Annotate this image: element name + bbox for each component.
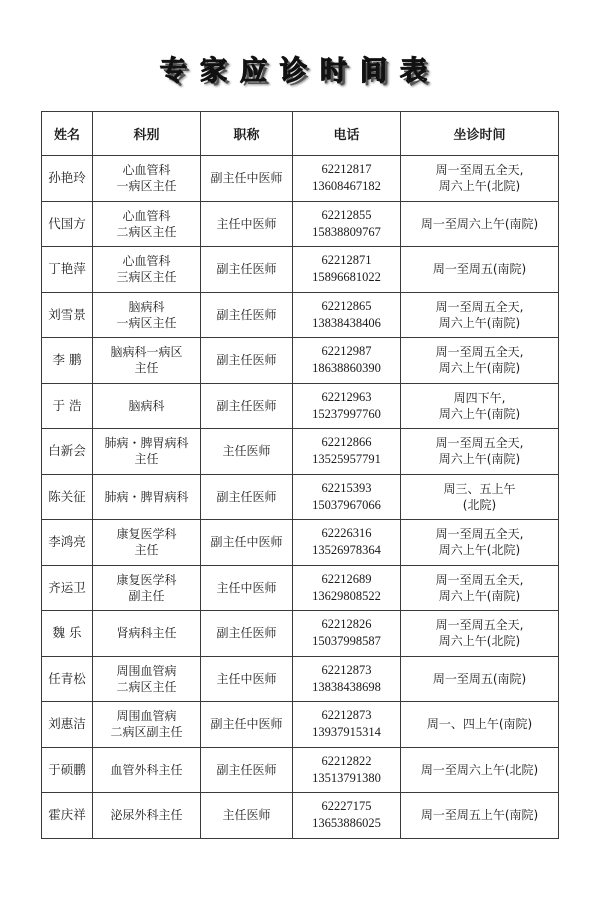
- position-cell-text: 主任中医师: [216, 580, 277, 595]
- expert-schedule-table: [41, 111, 559, 839]
- department-cell-text: 肾病科主任: [116, 626, 177, 641]
- phone-cell-text: 62212865 13838438406: [312, 298, 381, 330]
- department-cell-text: 脑病科 一病区主任: [116, 299, 177, 330]
- table-row: [42, 611, 559, 657]
- hours-cell-text: 周一至周六上午(北院): [420, 762, 539, 777]
- department-cell-text: 血管外科主任: [110, 762, 183, 777]
- hours-cell: [401, 201, 559, 247]
- hours-cell: [401, 156, 559, 202]
- table-row: [42, 474, 559, 520]
- department-cell: [93, 201, 201, 247]
- position-cell-text: 副主任中医师: [210, 171, 283, 186]
- doctor-name-text: 陈关征: [48, 488, 86, 504]
- hours-cell: [401, 520, 559, 566]
- position-cell: [201, 520, 293, 566]
- department-cell: [93, 793, 201, 839]
- position-cell: [201, 656, 293, 702]
- phone-cell: [293, 565, 401, 611]
- doctor-name-text: 代国方: [48, 215, 86, 231]
- phone-cell-text: 62212987 18638860390: [312, 344, 381, 376]
- hours-cell-text: 周一至周五全天, 周六上午(南院): [435, 436, 524, 467]
- phone-cell-text: 62212873 13937915314: [312, 708, 381, 740]
- department-cell: [93, 565, 201, 611]
- hours-cell-text: 周一至周五全天, 周六上午(南院): [435, 572, 524, 603]
- table-row: [42, 520, 559, 566]
- hours-cell-text: 周一至周五全天, 周六上午(南院): [435, 345, 524, 376]
- header-department: 科别: [93, 112, 201, 156]
- department-cell-text: 泌尿外科主任: [110, 808, 183, 823]
- position-cell-text: 主任中医师: [216, 216, 277, 231]
- phone-cell-text: 62212866 13525957791: [312, 435, 381, 467]
- phone-cell-text: 62212689 13629808522: [312, 571, 381, 603]
- phone-cell-text: 62215393 15037967066: [312, 480, 381, 512]
- hours-cell: [401, 247, 559, 293]
- hours-cell: [401, 338, 559, 384]
- position-cell: [201, 429, 293, 475]
- phone-cell: [293, 474, 401, 520]
- department-cell-text: 肺病・脾胃病科: [104, 489, 189, 504]
- department-cell-text: 周围血管病 二病区主任: [116, 663, 177, 694]
- hours-cell: [401, 383, 559, 429]
- department-cell-text: 康复医学科 主任: [116, 527, 177, 558]
- hours-cell-text: 周一至周五(南院): [432, 671, 527, 686]
- table-row: [42, 201, 559, 247]
- department-cell-text: 肺病・脾胃病科 主任: [104, 436, 189, 467]
- phone-cell-text: 62212826 15037998587: [312, 617, 381, 649]
- doctor-name: [42, 156, 93, 202]
- doctor-name-text: 齐运卫: [48, 579, 86, 595]
- department-cell: [93, 520, 201, 566]
- doctor-name: [42, 611, 93, 657]
- hours-cell: [401, 474, 559, 520]
- doctor-name-text: 刘惠洁: [48, 716, 86, 732]
- department-cell-text: 脑病科一病区 主任: [110, 345, 183, 376]
- phone-cell-text: 62212873 13838438698: [312, 662, 381, 694]
- table-row: [42, 793, 559, 839]
- table-header-row: [42, 112, 559, 156]
- doctor-name: [42, 565, 93, 611]
- doctor-name-text: 魏 乐: [52, 625, 82, 641]
- phone-cell: [293, 747, 401, 793]
- position-cell: [201, 474, 293, 520]
- hours-cell: [401, 656, 559, 702]
- hours-cell: [401, 702, 559, 748]
- phone-cell-text: 62212822 13513791380: [312, 753, 381, 785]
- hours-cell: [401, 611, 559, 657]
- hours-cell: [401, 292, 559, 338]
- table-row: [42, 429, 559, 475]
- doctor-name-text: 孙艳玲: [48, 170, 86, 186]
- hours-cell-text: 周三、五上午 (北院): [443, 481, 516, 512]
- doctor-name-text: 李鸿亮: [48, 534, 86, 550]
- doctor-name-text: 刘雪景: [48, 306, 86, 322]
- position-cell: [201, 156, 293, 202]
- table-row: [42, 747, 559, 793]
- table-row: [42, 656, 559, 702]
- doctor-name: [42, 702, 93, 748]
- hours-cell: [401, 747, 559, 793]
- hours-cell-text: 周一至周五(南院): [432, 262, 527, 277]
- department-cell-text: 心血管科 三病区主任: [116, 254, 177, 285]
- department-cell: [93, 292, 201, 338]
- department-cell: [93, 611, 201, 657]
- phone-cell: [293, 383, 401, 429]
- department-cell-text: 心血管科 二病区主任: [116, 208, 177, 239]
- hours-cell-text: 周一至周五全天, 周六上午(北院): [435, 527, 524, 558]
- position-cell: [201, 702, 293, 748]
- page-title: [0, 46, 600, 90]
- header-phone: 电话: [293, 112, 401, 156]
- doctor-name-text: 任青松: [48, 670, 86, 686]
- position-cell-text: 副主任医师: [216, 307, 277, 322]
- position-cell-text: 副主任医师: [216, 262, 277, 277]
- hours-cell: [401, 565, 559, 611]
- hours-cell: [401, 793, 559, 839]
- department-cell: [93, 429, 201, 475]
- position-cell: [201, 793, 293, 839]
- phone-cell-text: 62212817 13608467182: [312, 162, 381, 194]
- table-row: [42, 338, 559, 384]
- doctor-name: [42, 292, 93, 338]
- table-row: [42, 565, 559, 611]
- phone-cell: [293, 793, 401, 839]
- department-cell: [93, 247, 201, 293]
- hours-cell-text: 周一至周五上午(南院): [420, 808, 539, 823]
- position-cell: [201, 247, 293, 293]
- phone-cell-text: 62212963 15237997760: [312, 389, 381, 421]
- position-cell-text: 副主任中医师: [210, 535, 283, 550]
- table-row: [42, 383, 559, 429]
- header-position: 职称: [201, 112, 293, 156]
- table-row: [42, 702, 559, 748]
- phone-cell: [293, 656, 401, 702]
- phone-cell: [293, 292, 401, 338]
- position-cell-text: 副主任医师: [216, 762, 277, 777]
- hours-cell-text: 周一至周六上午(南院): [420, 216, 539, 231]
- doctor-name: [42, 793, 93, 839]
- doctor-name-text: 李 鹏: [52, 352, 82, 368]
- phone-cell: [293, 429, 401, 475]
- page-title-text: 专家应诊时间表: [160, 55, 440, 87]
- doctor-name: [42, 429, 93, 475]
- position-cell-text: 副主任医师: [216, 398, 277, 413]
- position-cell: [201, 292, 293, 338]
- phone-cell: [293, 611, 401, 657]
- phone-cell-text: 62212871 15896681022: [312, 253, 381, 285]
- doctor-name: [42, 656, 93, 702]
- position-cell: [201, 747, 293, 793]
- hours-cell-text: 周一至周五全天, 周六上午(北院): [435, 618, 524, 649]
- phone-cell: [293, 247, 401, 293]
- table-body: [42, 156, 559, 839]
- hours-cell-text: 周一至周五全天, 周六上午(南院): [435, 299, 524, 330]
- department-cell: [93, 747, 201, 793]
- department-cell-text: 心血管科 一病区主任: [116, 163, 177, 194]
- doctor-name-text: 于硕鹏: [48, 761, 86, 777]
- phone-cell: [293, 201, 401, 247]
- doctor-name: [42, 474, 93, 520]
- header-hours: 坐诊时间: [401, 112, 559, 156]
- phone-cell-text: 62212855 15838809767: [312, 207, 381, 239]
- hours-cell: [401, 429, 559, 475]
- department-cell-text: 周围血管病 二病区副主任: [110, 709, 183, 740]
- doctor-name-text: 于 浩: [52, 397, 82, 413]
- doctor-name: [42, 520, 93, 566]
- position-cell: [201, 383, 293, 429]
- position-cell: [201, 611, 293, 657]
- position-cell-text: 主任中医师: [216, 671, 277, 686]
- position-cell-text: 副主任医师: [216, 353, 277, 368]
- table-row: [42, 292, 559, 338]
- phone-cell: [293, 702, 401, 748]
- department-cell: [93, 383, 201, 429]
- position-cell: [201, 565, 293, 611]
- phone-cell-text: 62226316 13526978364: [312, 526, 381, 558]
- phone-cell: [293, 156, 401, 202]
- phone-cell-text: 62227175 13653886025: [312, 799, 381, 831]
- department-cell: [93, 656, 201, 702]
- position-cell-text: 主任医师: [222, 808, 271, 823]
- department-cell-text: 脑病科: [128, 398, 165, 413]
- position-cell: [201, 201, 293, 247]
- position-cell-text: 副主任医师: [216, 489, 277, 504]
- doctor-name: [42, 747, 93, 793]
- doctor-name: [42, 338, 93, 384]
- position-cell: [201, 338, 293, 384]
- table-row: [42, 247, 559, 293]
- department-cell: [93, 702, 201, 748]
- doctor-name-text: 白新会: [48, 443, 86, 459]
- department-cell: [93, 156, 201, 202]
- doctor-name-text: 霍庆祥: [48, 807, 86, 823]
- header-name: 姓名: [42, 112, 93, 156]
- department-cell: [93, 474, 201, 520]
- hours-cell-text: 周一、四上午(南院): [426, 717, 533, 732]
- doctor-name: [42, 383, 93, 429]
- doctor-name: [42, 247, 93, 293]
- phone-cell: [293, 338, 401, 384]
- phone-cell: [293, 520, 401, 566]
- doctor-name: [42, 201, 93, 247]
- position-cell-text: 副主任医师: [216, 626, 277, 641]
- department-cell-text: 康复医学科 副主任: [116, 572, 177, 603]
- hours-cell-text: 周四下午, 周六上午(南院): [438, 390, 521, 421]
- table-row: [42, 156, 559, 202]
- doctor-name-text: 丁艳萍: [48, 261, 86, 277]
- position-cell-text: 主任医师: [222, 444, 271, 459]
- department-cell: [93, 338, 201, 384]
- hours-cell-text: 周一至周五全天, 周六上午(北院): [435, 163, 524, 194]
- position-cell-text: 副主任中医师: [210, 717, 283, 732]
